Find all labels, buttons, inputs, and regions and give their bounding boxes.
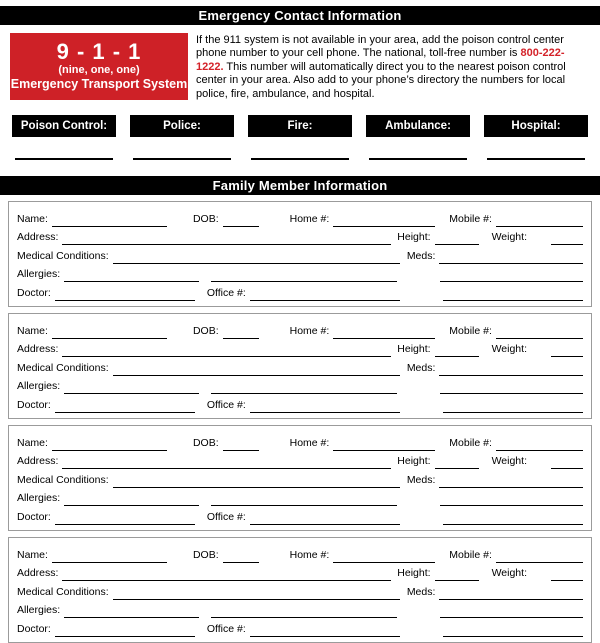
medical-conditions-blank-line — [113, 588, 400, 600]
member-row-doctor — [17, 394, 583, 413]
dob-blank-line — [223, 551, 259, 563]
name-blank-line — [52, 327, 167, 339]
mobile-phone-label: Mobile #: — [449, 548, 492, 561]
contact-labels-row — [0, 115, 600, 137]
address-label: Address: — [17, 231, 59, 244]
family-member-block — [8, 201, 592, 307]
weight-label: Weight: — [491, 455, 527, 468]
dob-blank-line — [223, 327, 259, 339]
height-blank-line — [435, 457, 479, 469]
contact-label-poison-control: Poison Control: — [12, 115, 116, 137]
address-blank-line — [62, 457, 391, 469]
member-row-doctor — [17, 506, 583, 525]
mobile-phone-label: Mobile #: — [449, 324, 492, 337]
dob-label: DOB: — [192, 436, 219, 449]
hospital-blank-line — [487, 137, 585, 160]
height-label: Height: — [397, 567, 431, 580]
mobile-phone-blank-line — [496, 215, 583, 227]
member-row-doctor — [17, 618, 583, 637]
badge-911-number: 9 - 1 - 1 — [56, 39, 142, 64]
meds-blank-line — [439, 476, 583, 488]
medical-conditions-label: Medical Conditions: — [17, 361, 109, 374]
member-row-medical — [17, 469, 583, 488]
height-label: Height: — [397, 343, 431, 356]
doctor-blank-line — [55, 513, 195, 525]
name-blank-line — [52, 439, 167, 451]
allergies-blank-line — [64, 494, 199, 506]
allergies-blank-line — [64, 606, 199, 618]
member-row-allergies — [17, 264, 583, 283]
weight-label: Weight: — [491, 343, 527, 356]
meds-label: Meds: — [406, 249, 436, 262]
allergies-label: Allergies: — [17, 604, 61, 617]
mobile-phone-label: Mobile #: — [449, 436, 492, 449]
member-row-medical — [17, 245, 583, 264]
doctor-blank-line — [55, 401, 195, 413]
contact-blank-lines-row — [0, 137, 600, 160]
office-phone-label: Office #: — [206, 398, 246, 411]
meds-continued-blank-line-2 — [443, 513, 583, 525]
home-phone-label: Home #: — [289, 436, 330, 449]
meds-blank-line — [439, 364, 583, 376]
doctor-blank-line — [55, 625, 195, 637]
dob-label: DOB: — [192, 548, 219, 561]
member-row-medical — [17, 581, 583, 600]
contact-label-hospital: Hospital: — [484, 115, 588, 137]
weight-label: Weight: — [491, 231, 527, 244]
meds-continued-blank-line-1 — [440, 494, 583, 506]
dob-blank-line — [223, 215, 259, 227]
home-phone-label: Home #: — [289, 212, 330, 225]
meds-blank-line — [439, 588, 583, 600]
medical-conditions-label: Medical Conditions: — [17, 473, 109, 486]
allergies-blank-line — [64, 270, 199, 282]
meds-label: Meds: — [406, 473, 436, 486]
mobile-phone-blank-line — [496, 439, 583, 451]
family-section-title: Family Member Information — [212, 178, 388, 194]
member-row-name — [17, 320, 583, 339]
doctor-label: Doctor: — [17, 510, 51, 523]
allergies-continued-blank-line — [211, 606, 397, 618]
allergies-continued-blank-line — [211, 494, 397, 506]
meds-continued-blank-line-1 — [440, 270, 583, 282]
home-phone-blank-line — [333, 327, 435, 339]
fire-blank-line — [251, 137, 349, 160]
home-phone-blank-line — [333, 439, 435, 451]
member-row-address — [17, 339, 583, 358]
height-label: Height: — [397, 231, 431, 244]
member-row-allergies — [17, 600, 583, 619]
height-blank-line — [435, 345, 479, 357]
meds-label: Meds: — [406, 361, 436, 374]
weight-blank-line — [551, 569, 583, 581]
meds-blank-line — [439, 252, 583, 264]
name-label: Name: — [17, 212, 48, 225]
emergency-form-page — [0, 6, 600, 635]
name-label: Name: — [17, 324, 48, 337]
doctor-blank-line — [55, 289, 195, 301]
name-blank-line — [52, 551, 167, 563]
allergies-continued-blank-line — [211, 382, 397, 394]
allergies-blank-line — [64, 382, 199, 394]
contact-label-ambulance: Ambulance: — [366, 115, 470, 137]
police-blank-line — [133, 137, 231, 160]
mobile-phone-label: Mobile #: — [449, 212, 492, 225]
address-label: Address: — [17, 455, 59, 468]
mobile-phone-blank-line — [496, 551, 583, 563]
weight-blank-line — [551, 457, 583, 469]
meds-continued-blank-line-2 — [443, 289, 583, 301]
doctor-label: Doctor: — [17, 398, 51, 411]
dob-blank-line — [223, 439, 259, 451]
emergency-section-title: Emergency Contact Information — [198, 8, 402, 23]
medical-conditions-blank-line — [113, 476, 400, 488]
badge-911 — [10, 33, 188, 100]
contact-label-police: Police: — [130, 115, 234, 137]
name-label: Name: — [17, 548, 48, 561]
office-phone-label: Office #: — [206, 622, 246, 635]
poison-control-blank-line — [15, 137, 113, 160]
member-row-name — [17, 208, 583, 227]
doctor-label: Doctor: — [17, 287, 51, 299]
instructions-text-before: If the 911 system is not available in your area, add the poison control center phone number to your cell phone. The national, toll-free number is — [196, 34, 564, 60]
meds-continued-blank-line-2 — [443, 625, 583, 637]
badge-911-words: (nine, one, one) — [58, 64, 140, 76]
office-phone-label: Office #: — [206, 510, 246, 523]
member-row-address — [17, 563, 583, 582]
medical-conditions-label: Medical Conditions: — [17, 249, 109, 262]
office-phone-blank-line — [250, 289, 401, 301]
top-section — [0, 25, 600, 101]
family-members-list — [0, 201, 600, 643]
weight-blank-line — [551, 345, 583, 357]
emergency-section-header — [0, 6, 600, 25]
office-phone-blank-line — [250, 401, 401, 413]
medical-conditions-label: Medical Conditions: — [17, 585, 109, 598]
family-section-header — [0, 176, 600, 195]
badge-911-system: Emergency Transport System — [10, 77, 188, 91]
meds-label: Meds: — [406, 585, 436, 598]
weight-label: Weight: — [491, 567, 527, 580]
member-row-name — [17, 544, 583, 563]
office-phone-blank-line — [250, 513, 401, 525]
allergies-label: Allergies: — [17, 268, 61, 281]
member-row-address — [17, 227, 583, 246]
dob-label: DOB: — [192, 212, 219, 225]
address-blank-line — [62, 345, 391, 357]
member-row-address — [17, 451, 583, 470]
medical-conditions-blank-line — [113, 364, 400, 376]
mobile-phone-blank-line — [496, 327, 583, 339]
member-row-medical — [17, 357, 583, 376]
ambulance-blank-line — [369, 137, 467, 160]
member-row-name — [17, 432, 583, 451]
instructions-paragraph — [196, 33, 590, 101]
address-label: Address: — [17, 567, 59, 580]
address-label: Address: — [17, 343, 59, 356]
meds-continued-blank-line-1 — [440, 382, 583, 394]
height-blank-line — [435, 233, 479, 245]
height-blank-line — [435, 569, 479, 581]
office-phone-blank-line — [250, 625, 401, 637]
contact-label-fire: Fire: — [248, 115, 352, 137]
name-label: Name: — [17, 436, 48, 449]
weight-blank-line — [551, 233, 583, 245]
family-member-block — [8, 425, 592, 531]
home-phone-blank-line — [333, 215, 435, 227]
home-phone-blank-line — [333, 551, 435, 563]
meds-continued-blank-line-2 — [443, 401, 583, 413]
doctor-label: Doctor: — [17, 622, 51, 635]
home-phone-label: Home #: — [289, 548, 330, 561]
allergies-label: Allergies: — [17, 380, 61, 393]
member-row-allergies — [17, 376, 583, 395]
address-blank-line — [62, 569, 391, 581]
home-phone-label: Home #: — [289, 324, 330, 337]
family-member-block — [8, 537, 592, 643]
member-row-allergies — [17, 488, 583, 507]
allergies-continued-blank-line — [211, 270, 397, 282]
height-label: Height: — [397, 455, 431, 468]
poison-control-phone-number: 800-222-1222. — [196, 47, 565, 73]
member-row-doctor — [17, 282, 583, 301]
dob-label: DOB: — [192, 324, 219, 337]
office-phone-label: Office #: — [206, 287, 246, 299]
allergies-label: Allergies: — [17, 492, 61, 505]
family-member-block — [8, 313, 592, 419]
instructions-text-after: This number will automatically direct you to the nearest poison control center in your area. Also add to your phone’s directory the numbers for local police, fire, ambulance, and hospital. — [196, 60, 566, 100]
name-blank-line — [52, 215, 167, 227]
meds-continued-blank-line-1 — [440, 606, 583, 618]
address-blank-line — [62, 233, 391, 245]
medical-conditions-blank-line — [113, 252, 400, 264]
